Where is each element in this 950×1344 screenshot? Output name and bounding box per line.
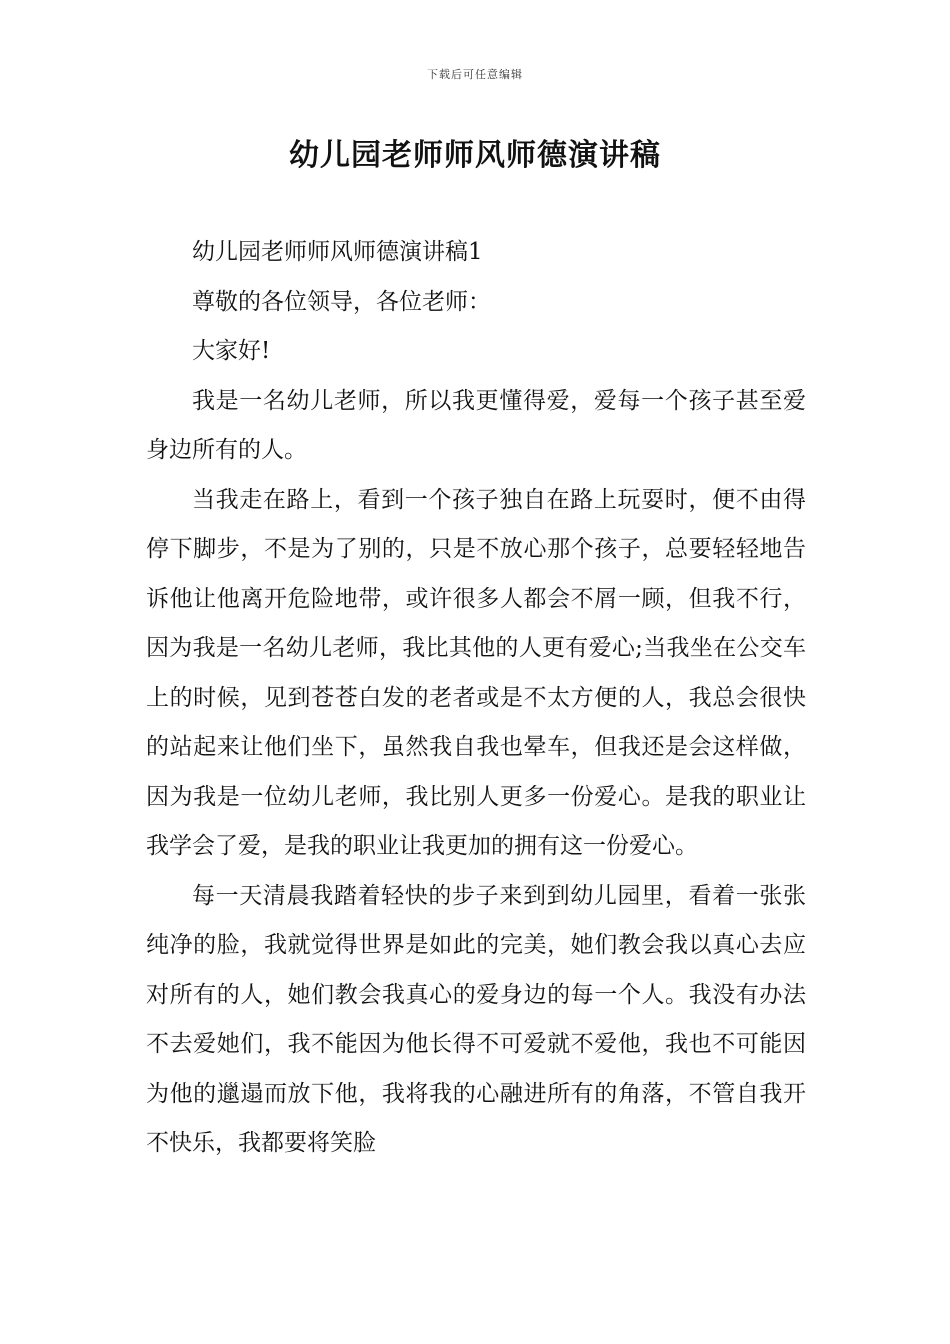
paragraph: 我是一名幼儿老师，所以我更懂得爱，爱每一个孩子甚至爱身边所有的人。 (146, 387, 806, 463)
header-note: 下载后可任意编辑 (427, 68, 523, 81)
paragraph: 幼儿园老师师风师德演讲稿1 (192, 239, 483, 265)
paragraph: 每一天清晨我踏着轻快的步子来到到幼儿园里，看着一张张纯净的脸，我就觉得世界是如此的完美，她们教会我以真心去应对所有的人，她们教会我真心的爱身边的每一个人。我没有办法不去爱她们，我不能因为他长得不可爱就不爱他，我也不可能因为他的邋遢而放下他，我将我的心融进所有的角落，不管自我开不快乐，我都要将笑脸 (146, 882, 806, 1156)
paragraph: 尊敬的各位领导，各位老师： (192, 288, 491, 315)
document-body (146, 228, 806, 1169)
paragraph: 当我走在路上，看到一个孩子独自在路上玩耍时，便不由得停下脚步，不是为了别的，只是不放心那个孩子，总要轻轻地告诉他让他离开危险地带，或许很多人都会不屑一顾，但我不行，因为我是一名幼儿老师，我比其他的人更有爱心;当我坐在公交车上的时候，见到苍苍白发的老者或是不太方便的人，我总会很快的站起来让他们坐下，虽然我自我也晕车，但我还是会这样做，因为我是一位幼儿老师，我比别人更多一份爱心。是我的职业让我学会了爱，是我的职业让我更加的拥有这一份爱心。 (146, 486, 806, 859)
page-title: 幼儿园老师师风师德演讲稿 (289, 138, 661, 173)
paragraph: 大家好! (192, 338, 271, 364)
